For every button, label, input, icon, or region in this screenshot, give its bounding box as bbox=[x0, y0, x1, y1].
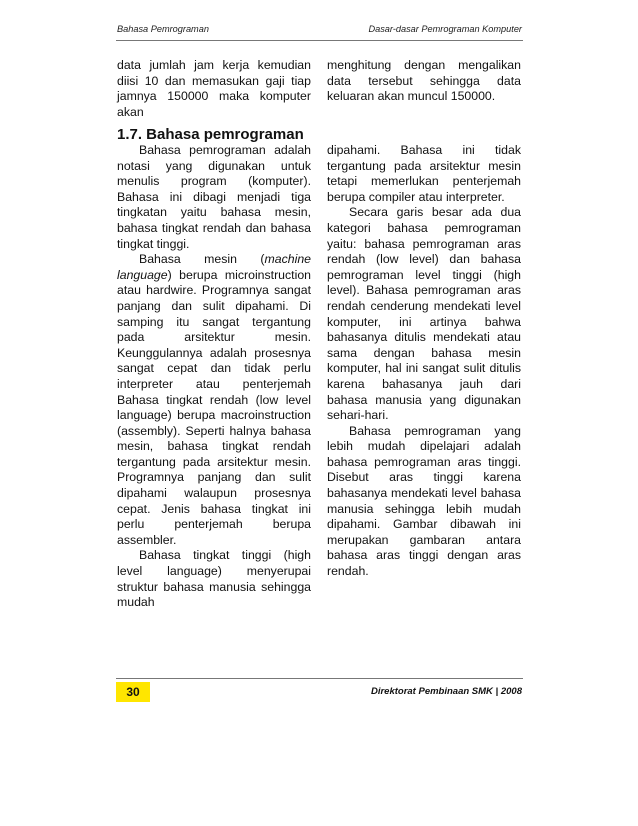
left-paragraph-2 bbox=[117, 252, 311, 548]
header-left-text: Bahasa Pemrograman bbox=[117, 24, 209, 34]
header-divider bbox=[116, 40, 523, 41]
right-column bbox=[327, 143, 521, 580]
left-paragraph-3: Bahasa tingkat tinggi (high level language) menyerupai struktur bahasa manusia sehingga mudah bbox=[117, 548, 311, 610]
left-paragraph-2-italic: machine language bbox=[117, 252, 311, 282]
top-right-column bbox=[327, 58, 521, 105]
left-paragraph-2-lead: Bahasa mesin ( bbox=[139, 252, 265, 267]
footer-right-text: Direktorat Pembinaan SMK | 2008 bbox=[370, 686, 522, 697]
left-column bbox=[117, 143, 311, 611]
right-paragraph-1: dipahami. Bahasa ini tidak tergantung pada arsitektur mesin tetapi memerlukan penterjemah berupa compiler atau interpreter. bbox=[327, 143, 521, 204]
top-right-paragraph: menghitung dengan mengalikan data tersebut sehingga data keluaran akan muncul 150000. bbox=[327, 58, 521, 104]
top-left-column bbox=[117, 58, 311, 120]
running-header bbox=[117, 24, 522, 38]
left-paragraph-1: Bahasa pemrograman adalah notasi yang digunakan untuk menulis program (komputer). Bahasa ini dibagi menjadi tiga tingkatan yaitu bahasa mesin, bahasa tingkat rendah dan bahasa tingkat tinggi. bbox=[117, 143, 311, 251]
footer-divider bbox=[116, 678, 523, 679]
header-right-text: Dasar-dasar Pemrograman Komputer bbox=[368, 24, 522, 34]
right-paragraph-3: Bahasa pemrograman yang lebih mudah dipelajari adalah bahasa pemrograman aras tinggi. Disebut aras tinggi karena bahasanya mendekati level bahasa manusia sehingga lebih mudah dipahami. Gambar dibawah ini merupakan gambaran antara bahasa aras tinggi dengan aras rendah. bbox=[327, 423, 521, 579]
section-title: 1.7. Bahasa pemrograman bbox=[117, 126, 304, 143]
top-left-paragraph: data jumlah jam kerja kemudian diisi 10 dan memasukan gaji tiap jamnya 150000 maka komputer akan bbox=[117, 58, 311, 119]
left-paragraph-2-rest: ) berupa microinstruction atau hardwire. Programnya sangat panjang dan sulit dipahami. Di samping itu sangat tergantung pada arsitektur mesin. Keunggulannya adalah prosesnya sangat cepat dan tidak perlu interpreter atau penterjemah Bahasa tingkat rendah (low level language) berupa macroinstruction (assembly). Seperti halnya bahasa mesin, bahasa tingkat rendah tergantung pada arsitektur mesin. Programnya panjang dan sulit dipahami walaupun prosesnya cepat. Jenis bahasa tingkat ini perlu penterjemah berupa assembler. bbox=[117, 267, 311, 547]
right-paragraph-2: Secara garis besar ada dua kategori bahasa pemrograman yaitu: bahasa pemrograman aras rendah (low level) dan bahasa pemrograman level tinggi (high level). Bahasa pemrograman aras rendah cenderung mendekati level komputer, ini artinya bahwa bahasanya ditulis mendekati atau sama dengan bahasa mesin komputer, hal ini sangat sulit ditulis karena bahasanya jauh dari bahasa manusia yang digunakan sehari-hari. bbox=[327, 205, 521, 423]
page-number-badge: 30 bbox=[116, 682, 150, 702]
